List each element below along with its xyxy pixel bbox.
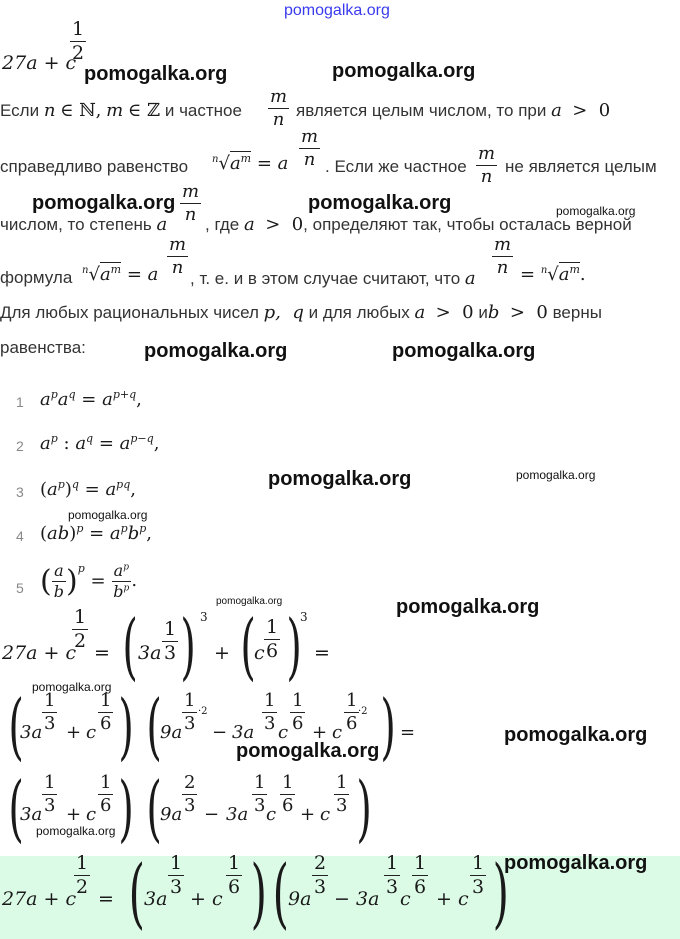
- watermark: pomogalka.org: [392, 340, 536, 362]
- watermark: pomogalka.org: [144, 340, 288, 362]
- text-line-2-mid: . Если же частное: [325, 157, 467, 176]
- watermark: pomogalka.org: [68, 508, 148, 522]
- fraction-m-n: $\frac{m}{n}$: [478, 143, 496, 187]
- list-item-formula: $(ab)^p = a^pb^p$,: [40, 522, 153, 544]
- watermark: pomogalka.org: [32, 192, 176, 214]
- watermark: pomogalka.org: [308, 192, 452, 214]
- exponent-m-n: $\frac{m}{n}$: [494, 234, 512, 278]
- text-line-3-mid: , где a > 0, определяют так, чтобы осталась верной: [205, 214, 632, 235]
- list-number: 3: [16, 484, 24, 500]
- watermark: pomogalka.org: [84, 63, 228, 85]
- list-item-formula: $a^p$ : $a^q = a^{p-q}$,: [40, 432, 160, 454]
- exponent-m-n: $\frac{m}{n}$: [301, 126, 319, 170]
- list-number: 2: [16, 438, 24, 454]
- list-item-formula: $(a^p)^q = a^{pq}$,: [40, 478, 136, 500]
- watermark: pomogalka.org: [556, 204, 636, 218]
- watermark: pomogalka.org: [32, 680, 112, 694]
- text-line-4: формула: [0, 268, 73, 287]
- list-item-formula: $a^pa^q = a^{p+q}$,: [40, 388, 142, 410]
- text-line-4-end: , т. е. и в этом случае считают, что a: [190, 268, 476, 289]
- watermark: pomogalka.org: [332, 60, 476, 82]
- list-number: 5: [16, 580, 24, 596]
- exponent-m-n: $\frac{m}{n}$: [169, 234, 187, 278]
- root-equation: $^n√a^m = a$: [82, 263, 159, 285]
- watermark-top[interactable]: pomogalka.org: [284, 2, 390, 19]
- exponent-m-n: $\frac{m}{n}$: [182, 181, 200, 225]
- watermark: pomogalka.org: [396, 596, 540, 618]
- watermark: pomogalka.org: [516, 468, 596, 482]
- fraction-m-n: $\frac{m}{n}$: [270, 86, 288, 130]
- watermark: pomogalka.org: [504, 852, 648, 874]
- text-line-3: числом, то степень a: [0, 214, 168, 235]
- text-line-6: равенства:: [0, 338, 86, 357]
- root-equation: = $^n√a^m$.: [520, 263, 586, 285]
- expression-heading: 27a + c: [2, 52, 77, 74]
- list-item-formula: ( $\frac{a}{b}$ )$^p$ = $\frac{a^p}{b^p}$ .: [40, 560, 138, 601]
- text-line-2: справедливо равенство: [0, 157, 189, 176]
- exponent-fraction: $\frac{1}{2}$: [72, 18, 85, 64]
- watermark: pomogalka.org: [236, 740, 380, 762]
- watermark: pomogalka.org: [504, 724, 648, 746]
- watermark: pomogalka.org: [36, 824, 116, 838]
- text-line-1: Если n ∈ ℕ, m ∈ ℤ и частное: [0, 100, 242, 121]
- text-line-1-end: является целым числом, то при a > 0: [296, 100, 611, 121]
- list-number: 4: [16, 528, 24, 544]
- root-equation: $^n√a^m = a$: [212, 152, 289, 174]
- watermark: pomogalka.org: [216, 596, 283, 607]
- watermark: pomogalka.org: [268, 468, 412, 490]
- text-line-2-end: не является целым: [505, 157, 657, 176]
- text-line-5: Для любых рациональных чисел p, q и для любых a > 0 иb > 0 верны: [0, 302, 602, 323]
- list-number: 1: [16, 394, 24, 410]
